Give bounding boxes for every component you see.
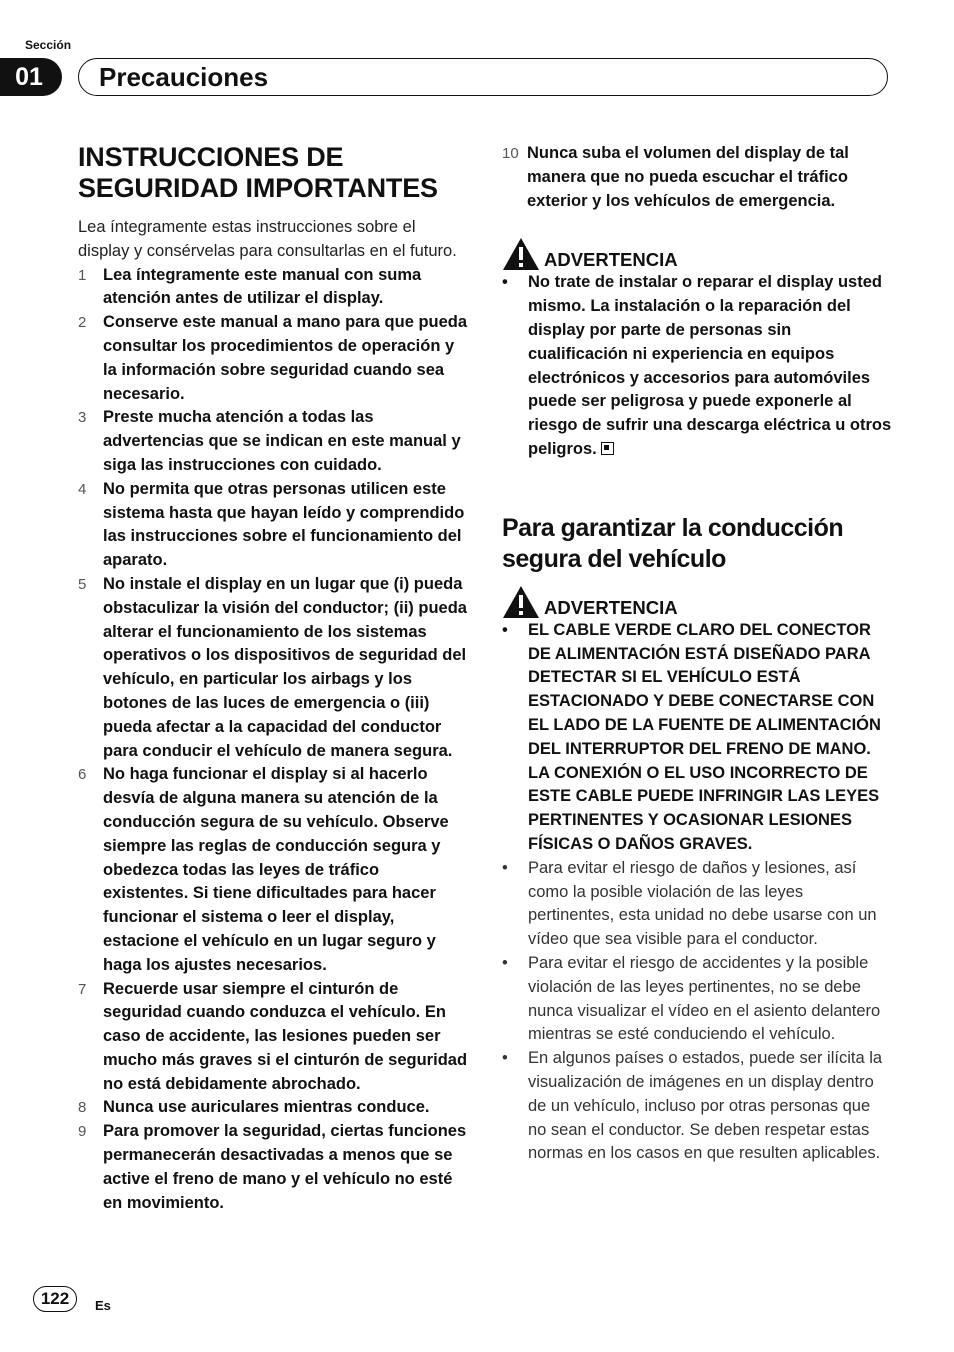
right-column (502, 142, 892, 1166)
bullet-icon: • (502, 620, 508, 639)
list-item: • No trate de instalar o reparar el display usted mismo. La instalación o la reparación del display por parte de personas sin cualificación ni experiencia en equipos electrónicos y accesorios para automóviles puede ser peligrosa y puede exponerle al riesgo de sufrir una descarga eléctrica u otros peligros. (502, 273, 892, 458)
list-item: 7 Recuerde usar siempre el cinturón de seguridad cuando conduzca el vehículo. En caso de accidente, las lesiones pueden ser mucho más graves si el cinturón de seguridad no está debidamente abrochado. (78, 979, 468, 1093)
page-title: INSTRUCCIONES DE SEGURIDAD IMPORTANTES (78, 142, 438, 203)
list-item: 9 Para promover la seguridad, ciertas funciones permanecerán desactivadas a menos que se active el freno de mano y el vehículo no esté en movimiento. (78, 1122, 467, 1212)
bullet-icon: • (502, 953, 508, 972)
intro-paragraph: Lea íntegramente estas instrucciones sobre el display y consérvelas para consultarlas en el futuro. (78, 218, 457, 260)
list-item: 6 No haga funcionar el display si al hacerlo desvía de alguna manera su atención de la conducción segura de su vehículo. Observe siempre las reglas de conducción segura y obedezca todas las leyes de tráfico existentes. Si tiene dificultades para hacer funcionar el sistema o leer el display, estacione el vehículo en un lugar seguro y haga los ajustes necesarios. (78, 765, 449, 974)
warning-label: ADVERTENCIA (544, 596, 678, 618)
bullet-icon: • (502, 858, 508, 877)
section-heading: Para garantizar la conducción segura del vehículo (502, 513, 844, 573)
list-item: 1 Lea íntegramente este manual con suma atención antes de utilizar el display. (78, 265, 422, 308)
chapter-title-bar (78, 58, 888, 96)
warning-list (502, 619, 892, 1166)
list-item: • Para evitar el riesgo de daños y lesiones, así como la posible violación de las leyes pertinentes, esta unidad no debe usarse con un vídeo que sea visible para el conductor. (502, 858, 877, 949)
list-item: 2 Conserve este manual a mano para que pueda consultar los procedimientos de operación y la información sobre seguridad cuando sea necesario. (78, 313, 468, 403)
end-of-section-icon (601, 442, 614, 455)
section-label: Sección (25, 38, 72, 52)
section-number-tab: 01 (0, 58, 62, 96)
warning-label: ADVERTENCIA (544, 249, 678, 271)
warning-heading (502, 583, 892, 619)
left-column (78, 142, 468, 1215)
list-item: 4 No permita que otras personas utilicen este sistema hasta que hayan leído y comprendido las instrucciones sobre el funcionamiento del aparato. (78, 479, 465, 570)
list-item: • En algunos países o estados, puede ser ilícita la visualización de imágenes en un display dentro de un vehículo, incluso por otras personas que no sean el conductor. Se deben respetar estas normas en los casos en que resulten aplicables. (502, 1049, 883, 1163)
list-item: • EL CABLE VERDE CLARO DEL CONECTOR DE ALIMENTACIÓN ESTÁ DISEÑADO PARA DETECTAR SI EL VEHÍCULO ESTÁ ESTACIONADO Y DEBE CONECTARSE CON EL LADO DE LA FUENTE DE ALIMENTACIÓN DEL INTERRUPTOR DEL FRENO DE MANO. LA CONEXIÓN O EL USO INCORRECTO DE ESTE CABLE PUEDE INFRINGIR LAS LEYES PERTINENTES Y OCASIONAR LESIONES FÍSICAS O DAÑOS GRAVES. (502, 620, 881, 853)
language-code: Es (95, 1298, 111, 1313)
list-item: 10 Nunca suba el volumen del display de tal manera que no pueda escuchar el tráfico exterior y los vehículos de emergencia. (502, 144, 849, 210)
list-item: 3 Preste mucha atención a todas las advertencias que se indican en este manual y siga las instrucciones con cuidado. (78, 408, 461, 474)
chapter-title: Precauciones (99, 61, 269, 92)
safety-instructions-list-continued (502, 142, 892, 213)
warning-heading (502, 235, 892, 271)
bullet-icon: • (502, 1049, 508, 1068)
list-item: 5 No instale el display en un lugar que (i) pueda obstaculizar la visión del conductor; (ii) pueda alterar el funcionamiento de los sistemas operativos o los dispositivos de seguridad del vehículo, en particular los airbags y los botones de las luces de emergencia o (iii) pueda afectar a la capacidad del conductor para conducir el vehículo de manera segura. (78, 574, 467, 760)
list-item: • Para evitar el riesgo de accidentes y la posible violación de las leyes pertinentes, no se debe nunca visualizar el vídeo en el asiento delantero mientras se esté conduciendo el vehículo. (502, 953, 881, 1044)
list-item: 8 Nunca use auriculares mientras conduce. (78, 1098, 430, 1117)
warning-triangle-icon (502, 237, 540, 271)
warning-list (502, 271, 892, 461)
page-number: 122 (33, 1286, 77, 1312)
safety-instructions-list (78, 264, 468, 1216)
warning-triangle-icon (502, 585, 540, 619)
bullet-icon: • (502, 273, 508, 292)
